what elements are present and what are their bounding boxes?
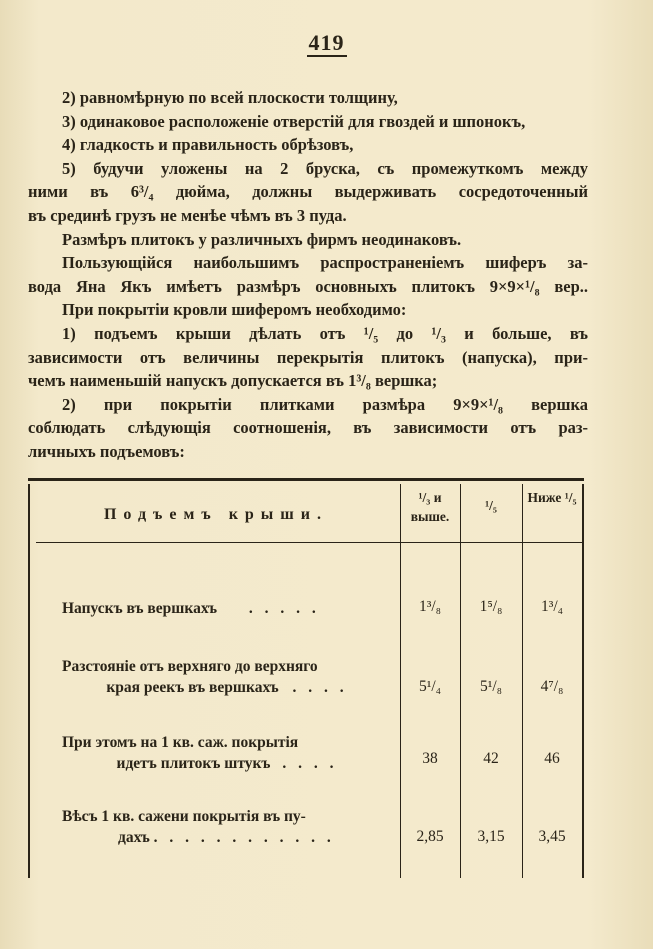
row-value: 42: [483, 750, 499, 767]
text-line: ними въ 6³/₄ дюйма, должны выдерживать сосредоточенный: [28, 182, 588, 202]
text-line: Пользующійся наибольшимъ распространеніемъ шиферъ за-: [62, 253, 588, 273]
text-line: 4) гладкость и правильность обрѣзовъ,: [62, 135, 354, 155]
text-line: соблюдать слѣдующія соотношенія, въ зависимости отъ раз-: [28, 418, 588, 438]
row-value: 1³/₈: [418, 598, 442, 615]
row-label: Разстояніе отъ верхняго до верхняго края реекъ въ вершкахъ . . . .: [62, 658, 348, 696]
row-value: 46: [544, 750, 560, 767]
text-line: личныхъ подъемовъ:: [28, 441, 185, 461]
row-value: 3,45: [538, 828, 566, 845]
row-value: 1⁵/₈: [479, 598, 503, 615]
row-value: 38: [422, 750, 438, 767]
row-label: При этомъ на 1 кв. саж. покрытія идетъ плитокъ штукъ . . . .: [62, 734, 338, 772]
table-header-col1: ¹/₃ и выше.: [410, 490, 450, 524]
text-line: Размѣръ плитокъ у различныхъ фирмъ неодинаковъ.: [62, 229, 462, 249]
table-header-col2: ¹/₅: [485, 498, 497, 513]
text-line: въ срединѣ грузъ не менѣе чѣмъ въ 3 пуда.: [28, 205, 347, 225]
table-border-left: [28, 484, 30, 878]
row-value: 5¹/₄: [418, 678, 442, 695]
row-value: 4⁷/₈: [540, 678, 564, 695]
row-value: 2,85: [416, 828, 444, 845]
table-top-rule: [28, 478, 584, 481]
text-line: чемъ наименьшій напускъ допускается въ 1³/₈ вершка;: [28, 371, 438, 391]
text-line: 5) будучи уложены на 2 бруска, съ промежуткомъ между: [62, 158, 588, 178]
text-line: зависимости отъ величины перекрытія плитокъ (напуска), при-: [28, 347, 588, 367]
row-value: 5¹/₈: [479, 678, 503, 695]
text-line: 2) равномѣрную по всей плоскости толщину,: [62, 88, 398, 107]
row-label: Вѣсъ 1 кв. сажени покрытія въ пу- дахъ . . . . . . . . . . . .: [62, 808, 335, 846]
table-header-rule: [36, 542, 584, 543]
text-line: 2) при покрытіи плитками размѣра 9×9×¹/₈ вершка: [62, 394, 588, 414]
page-number: 419: [308, 30, 345, 55]
slope-table: [28, 478, 584, 878]
text-line: При покрытіи кровли шиферомъ необходимо:: [62, 300, 407, 320]
row-label: Напускъ въ вершкахъ . . . . .: [62, 600, 320, 617]
table-header-main: Подъемъ крыши.: [103, 506, 329, 523]
table-border-right: [582, 484, 584, 878]
text-line: вода Яна Якъ имѣетъ размѣръ основныхъ плитокъ 9×9×¹/₈ вер..: [28, 276, 588, 296]
text-line: 1) подъемъ крыши дѣлать отъ ¹/₅ до ¹/₃ и больше, въ: [62, 323, 588, 343]
row-value: 3,15: [477, 828, 505, 845]
table-header-col3: Ниже ¹/₅: [527, 490, 577, 505]
text-line: 3) одинаковое расположеніе отверстій для гвоздей и шпонокъ,: [62, 111, 526, 131]
body-text: [28, 86, 588, 464]
row-value: 1³/₄: [540, 598, 564, 615]
